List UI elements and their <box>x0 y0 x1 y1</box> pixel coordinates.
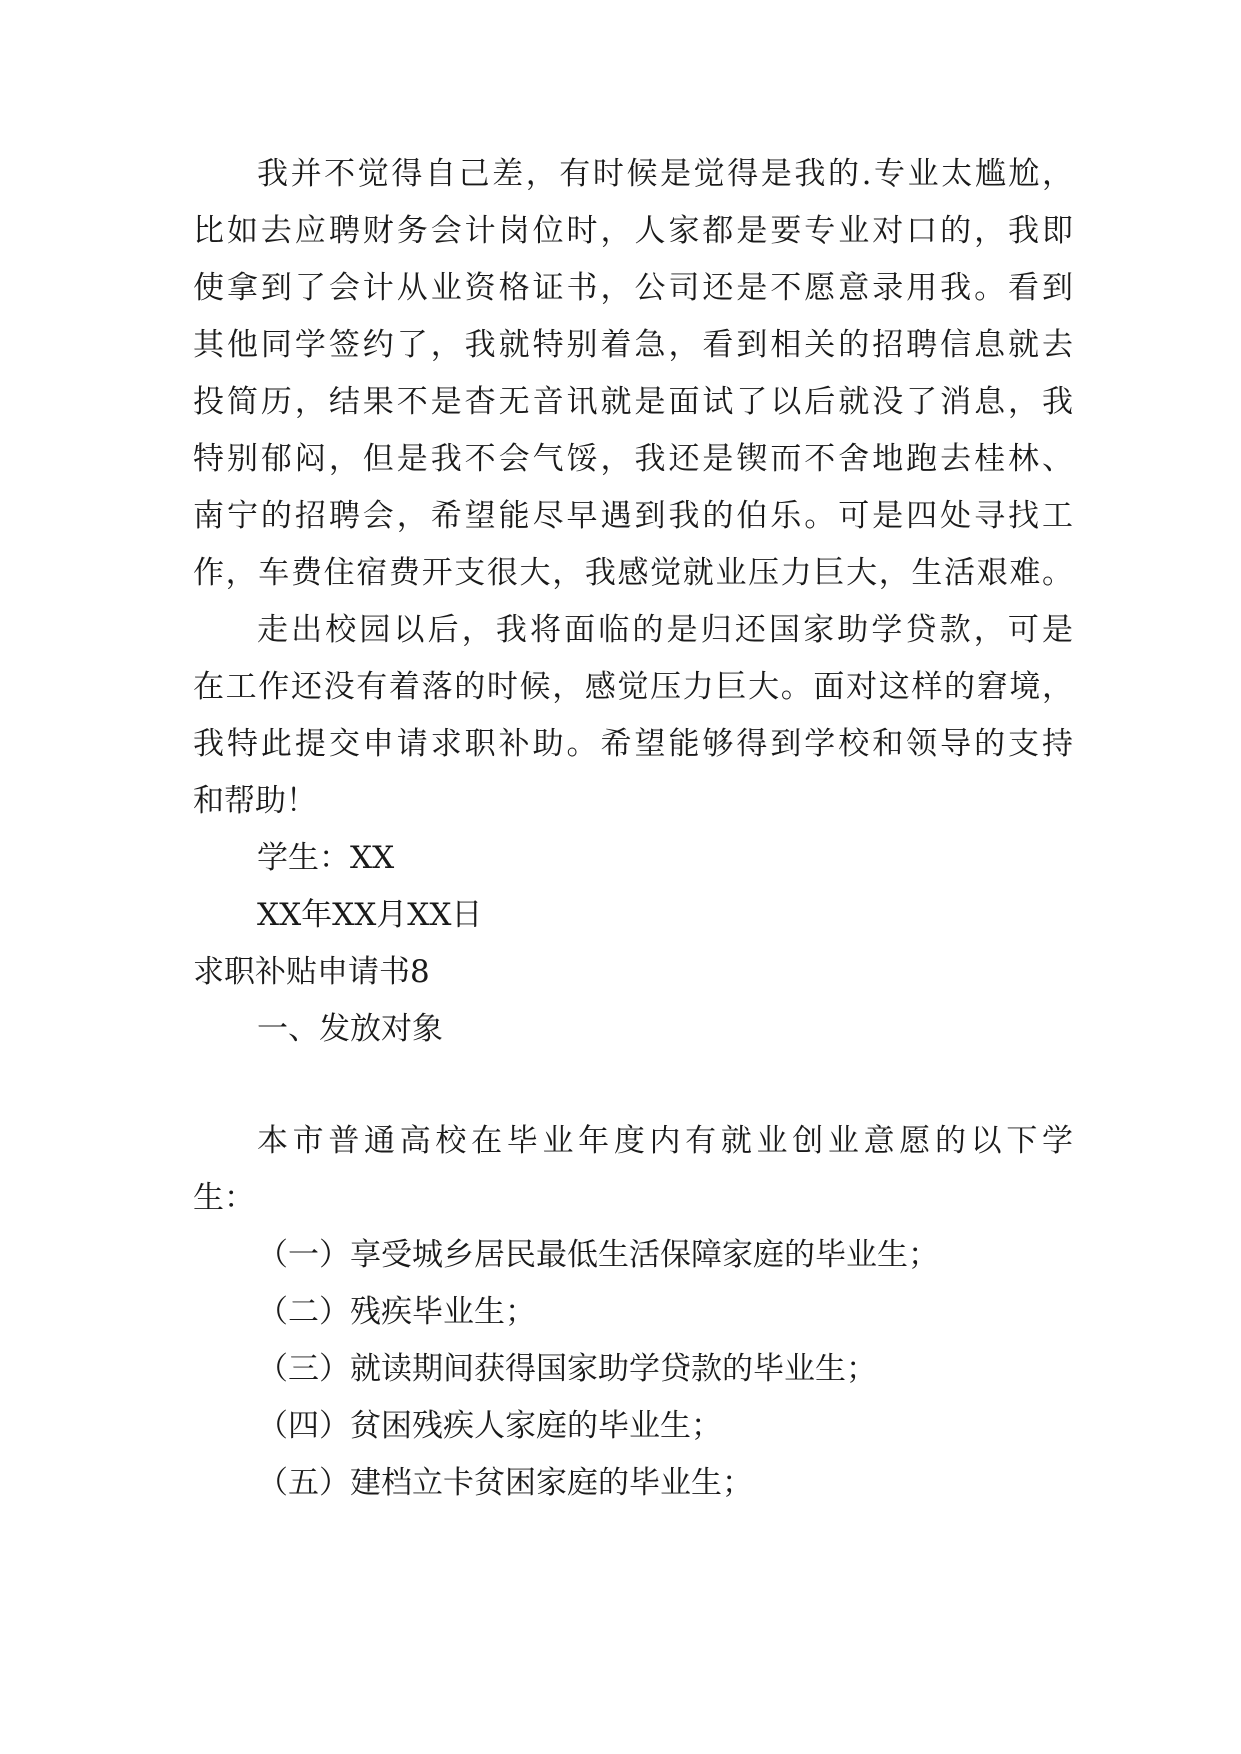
paragraph-line: 在工作还没有着落的时候，感觉压力巨大。面对这样的窘境， <box>193 669 1073 705</box>
list-item: （五）建档立卡贫困家庭的毕业生； <box>257 1465 753 1501</box>
paragraph-line: 走出校园以后，我将面临的是归还国家助学贷款，可是 <box>257 612 1073 648</box>
paragraph-line: 特别郁闷，但是我不会气馁，我还是锲而不舍地跑去桂林、 <box>193 441 1073 477</box>
paragraph-line: 南宁的招聘会，希望能尽早遇到我的伯乐。可是四处寻找工 <box>193 498 1073 534</box>
paragraph-line: 我特此提交申请求职补助。希望能够得到学校和领导的支持 <box>193 726 1073 762</box>
signature-date: XX年XX月XX日 <box>257 897 483 933</box>
paragraph-line: 本市普通高校在毕业年度内有就业创业意愿的以下学 <box>257 1123 1073 1159</box>
signature-student: 学生：XX <box>257 840 395 876</box>
paragraph-line: 我并不觉得自己差，有时候是觉得是我的.专业太尴尬， <box>257 156 1073 192</box>
paragraph-line: 投简历，结果不是杳无音讯就是面试了以后就没了消息，我 <box>193 384 1073 420</box>
subsection-heading: 一、发放对象 <box>257 1011 443 1047</box>
paragraph-line: 和帮助！ <box>193 783 317 819</box>
paragraph-line: 生： <box>193 1180 255 1216</box>
list-item: （一）享受城乡居民最低生活保障家庭的毕业生； <box>257 1237 939 1273</box>
list-item: （三）就读期间获得国家助学贷款的毕业生； <box>257 1351 877 1387</box>
paragraph-line: 比如去应聘财务会计岗位时，人家都是要专业对口的，我即 <box>193 213 1073 249</box>
paragraph-line: 使拿到了会计从业资格证书，公司还是不愿意录用我。看到 <box>193 270 1073 306</box>
paragraph-line: 作，车费住宿费开支很大，我感觉就业压力巨大，生活艰难。 <box>193 555 1073 591</box>
paragraph-line: 其他同学签约了，我就特别着急，看到相关的招聘信息就去 <box>193 327 1073 363</box>
list-item: （四）贫困残疾人家庭的毕业生； <box>257 1408 722 1444</box>
section-heading: 求职补贴申请书8 <box>193 954 430 990</box>
list-item: （二）残疾毕业生； <box>257 1294 536 1330</box>
